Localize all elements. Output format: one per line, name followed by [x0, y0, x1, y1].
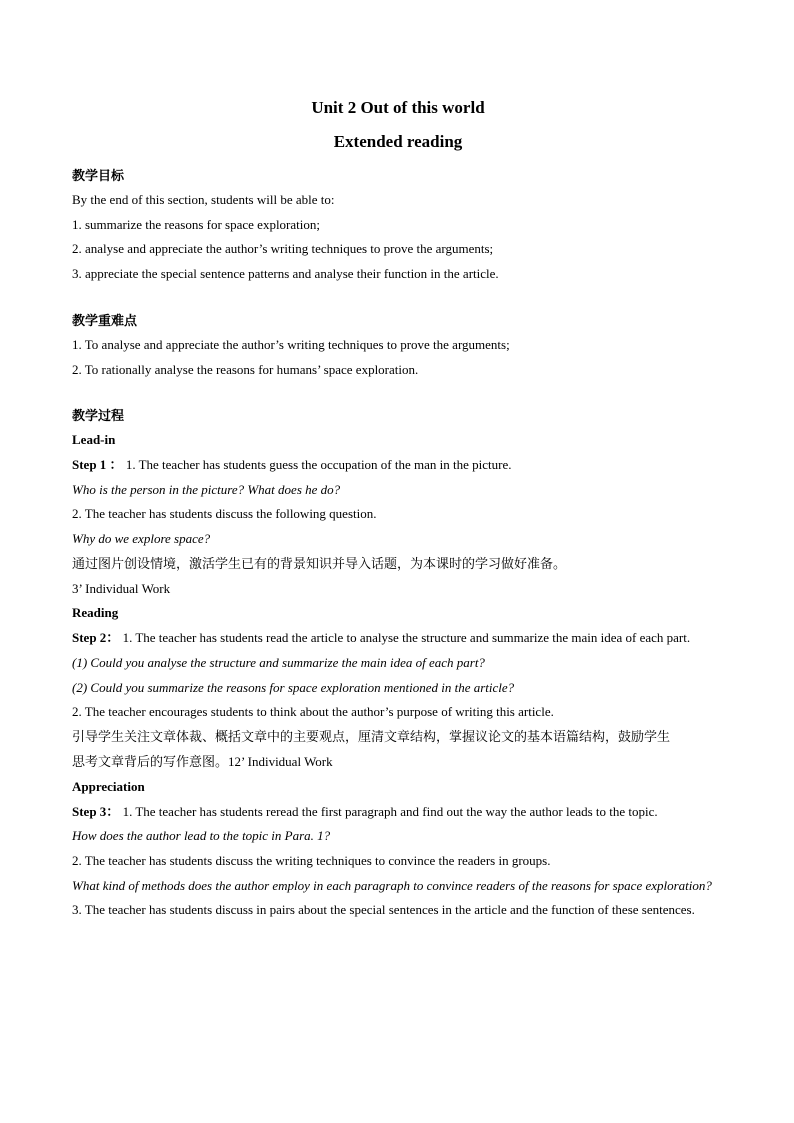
- objective-item-3: 3. appreciate the special sentence patterns and analyse their function in the article.: [72, 266, 499, 282]
- key-point-item-2: 2. To rationally analyse the reasons for humans’ space exploration.: [72, 361, 419, 377]
- leadin-question-2: Why do we explore space?: [72, 531, 211, 547]
- reading-question-1: (1) Could you analyse the structure and summarize the main idea of each part?: [72, 654, 485, 670]
- step1-label: Step 1 ：: [72, 456, 123, 472]
- reading-cn-note-2: 思考文章背后的写作意图。: [72, 754, 229, 770]
- step2-line: [72, 626, 724, 651]
- leadin-time: 3’ Individual Work: [72, 580, 171, 596]
- step1-line: [72, 453, 724, 478]
- document-title: Unit 2 Out of this world: [311, 98, 485, 117]
- leadin-question-1: Who is the person in the picture? What does he do?: [72, 481, 341, 497]
- reading-cn-note-2-line: [72, 750, 724, 775]
- step1-text: 1. The teacher has students guess the occupation of the man in the picture.: [125, 456, 512, 472]
- reading-time: 12’ Individual Work: [228, 753, 333, 769]
- key-point-item-1: 1. To analyse and appreciate the author’s writing techniques to prove the arguments;: [72, 336, 510, 352]
- reading-question-2: (2) Could you summarize the reasons for space exploration mentioned in the article?: [72, 679, 515, 695]
- document-subtitle: Extended reading: [333, 132, 463, 151]
- appreciation-item-2: 2. The teacher has students discuss the writing techniques to convince the readers in groups.: [72, 853, 551, 869]
- objective-item-1: 1. summarize the reasons for space exploration;: [72, 216, 320, 232]
- appreciation-label: Appreciation: [72, 778, 145, 794]
- leadin-item-2: 2. The teacher has students discuss the following question.: [72, 506, 377, 522]
- appreciation-item-3: 3. The teacher has students discuss in pairs about the special sentences in the article and the function of these sentences.: [72, 902, 695, 918]
- objectives-intro: By the end of this section, students will be able to:: [72, 192, 335, 207]
- step2-label: Step 2：: [72, 630, 120, 646]
- objectives-heading: 教学目标: [72, 169, 125, 184]
- reading-label: Reading: [72, 605, 119, 621]
- reading-cn-note-1: 引导学生关注文章体裁、概括文章中的主要观点，厘清文章结构，掌握议论文的基本语篇结构，鼓励学生: [72, 729, 671, 745]
- step2-text: 1. The teacher has students read the article to analyse the structure and summarize the main idea of each part.: [122, 630, 691, 646]
- leadin-cn-note: 通过图片创设情境，激活学生已有的背景知识并导入话题，为本课时的学习做好准备。: [72, 556, 567, 572]
- appreciation-question-1: How does the author lead to the topic in Para. 1?: [72, 828, 331, 844]
- reading-item-2: 2. The teacher encourages students to think about the author’s purpose of writing this article.: [72, 704, 554, 720]
- leadin-label: Lead-in: [72, 432, 116, 448]
- step3-label: Step 3：: [72, 803, 120, 819]
- key-points-heading: 教学重难点: [72, 313, 138, 329]
- step3-text: 1. The teacher has students reread the first paragraph and find out the way the author leads to the topic.: [122, 803, 658, 819]
- appreciation-question-2: What kind of methods does the author employ in each paragraph to convince readers of the reasons for space exploration?: [72, 877, 712, 893]
- step3-line: [72, 800, 724, 825]
- document-content: [72, 96, 724, 923]
- objective-item-2: 2. analyse and appreciate the author’s writing techniques to prove the arguments;: [72, 241, 494, 257]
- process-heading: 教学过程: [72, 409, 125, 425]
